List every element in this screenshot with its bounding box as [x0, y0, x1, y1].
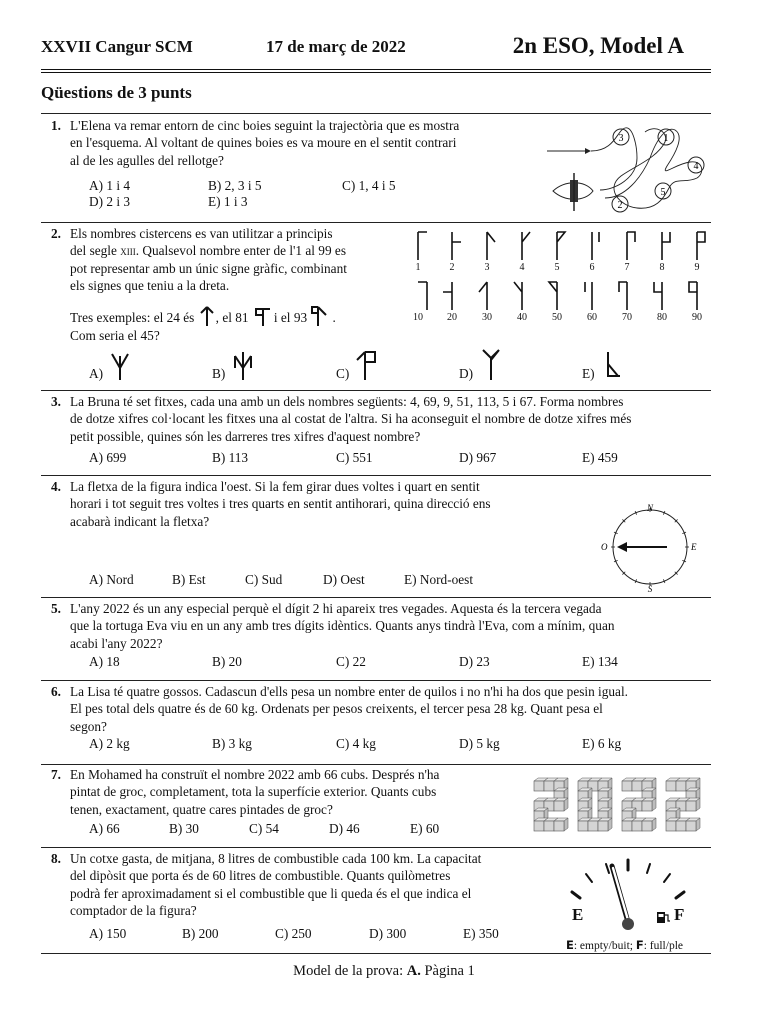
question-1 [51, 117, 540, 169]
tens-label: 40 [517, 312, 527, 323]
question-text: segon? [70, 718, 107, 734]
option-a[interactable]: A) Nord [89, 572, 134, 587]
question-text: petit possible, quines són les darreres tres xifres d'aquest nombre? [70, 428, 421, 444]
divider [41, 764, 711, 765]
question-6 [51, 683, 715, 735]
divider [41, 222, 711, 223]
text-run: . Qualsevol nombre enter de l'1 al 99 es [135, 243, 347, 259]
compass-e-label: E [691, 542, 697, 552]
option-b[interactable]: B) 113 [212, 450, 249, 465]
option-c[interactable]: C) 54 [249, 821, 279, 836]
unit-label: 2 [449, 262, 455, 273]
text-run: i el 93 [273, 310, 308, 325]
page-footer [0, 963, 768, 980]
text-run: . [332, 310, 336, 325]
option-e[interactable]: E) 60 [410, 821, 440, 836]
buoy-label: 1 [663, 133, 669, 144]
question-prompt: Com seria el 45? [70, 328, 160, 343]
text-run: , el 81 [215, 310, 249, 325]
rowboat-icon [553, 173, 593, 211]
option-c[interactable]: C) [336, 366, 350, 381]
question-text: La Lisa té quatre gossos. Cadascun d'ells pesa un nombre enter de quilos i no n'hi ha dos que pesin igual. [70, 684, 628, 699]
option-c-glyph [353, 348, 381, 382]
option-d[interactable]: D) 2 i 3 [89, 194, 130, 209]
option-d[interactable]: D) 46 [329, 821, 360, 836]
question-8 [51, 850, 545, 920]
question-number: 3. [51, 394, 61, 409]
question-5 [51, 600, 715, 652]
tens-label: 50 [552, 312, 562, 323]
gauge-caption [566, 938, 683, 952]
cistercian-81-icon [252, 305, 274, 327]
caption-e-text: : empty/buit; [573, 940, 636, 952]
question-text: comptador de la figura? [70, 903, 197, 919]
question-number: 7. [51, 767, 61, 782]
option-c[interactable]: C) 22 [336, 654, 366, 669]
cistercian-24-icon [198, 305, 216, 327]
option-a-glyph [106, 348, 134, 382]
option-e[interactable]: E) 134 [582, 654, 618, 669]
option-b-glyph [229, 348, 257, 382]
question-text: que la tortuga Eva viu en un any amb tres dígits idèntics. Quants anys tindrà l'Eva, com a mínim, quan [70, 618, 615, 634]
question-text: podrà fer aproximadament si el combustible que li queda és el que indica el [70, 885, 472, 901]
divider [41, 847, 711, 848]
tens-label: 30 [482, 312, 492, 323]
question-number: 2. [51, 226, 61, 241]
tens-label: 10 [413, 312, 423, 323]
question-text: La fletxa de la figura indica l'oest. Si la fem girar dues voltes i quart en sentit [70, 479, 480, 494]
question-text: La Bruna té set fitxes, cada una amb un dels nombres següents: 4, 69, 9, 51, 113, 5 i 67. Forma nombres [70, 394, 624, 409]
option-e[interactable]: E) 6 kg [582, 736, 622, 751]
divider [41, 475, 711, 476]
buoy-label: 3 [618, 133, 624, 144]
contest-date: 17 de març de 2022 [266, 37, 406, 56]
century-numeral: xiii [120, 243, 136, 259]
cubes-2022-figure [530, 771, 715, 839]
question-number: 4. [51, 479, 61, 494]
text-run: del segle [70, 243, 117, 259]
option-e[interactable]: E) [582, 366, 595, 381]
question-7 [51, 766, 530, 818]
option-a[interactable]: A) [89, 366, 104, 381]
buoy-path-figure [545, 118, 715, 220]
option-e-glyph [600, 348, 628, 382]
question-text: pintat de groc, completament, tota la superfície exterior. Quants cubs [70, 784, 437, 800]
question-text: en l'esquema. Al voltant de quines boies es va moure en el sentit contrari [70, 135, 457, 151]
question-text: tenen, exactament, quatre cares pintades de groc? [70, 801, 333, 817]
question-text: acabarà indicant la fletxa? [70, 513, 210, 529]
cistercian-reference-table [405, 228, 715, 323]
question-number: 8. [51, 851, 61, 866]
question-text: de dotze xifres col·locant les fitxes una al costat de l'altra. Si ha aconseguit el nombre de dotze xifres més [70, 411, 632, 427]
question-text: L'Elena va remar entorn de cinc boies seguint la trajectòria que es mostra [70, 118, 460, 133]
option-b[interactable]: B) 200 [182, 926, 219, 941]
tens-label: 20 [447, 312, 457, 323]
compass-figure [595, 500, 705, 595]
question-4 [51, 478, 570, 530]
cistercian-93-icon [310, 305, 332, 327]
unit-label: 4 [519, 262, 525, 273]
tens-label: 70 [622, 312, 632, 323]
divider [41, 113, 711, 114]
unit-label: 5 [554, 262, 560, 273]
unit-label: 8 [659, 262, 665, 273]
unit-label: 7 [624, 262, 630, 273]
compass-s-label: S [647, 584, 653, 594]
question-text: horari i tot seguit tres voltes i tres quarts en sentit antihorari, quina direcció ens [70, 496, 491, 512]
divider [41, 390, 711, 391]
question-3 [51, 393, 715, 445]
option-d[interactable]: D) 967 [459, 450, 497, 465]
question-text: els signes que teniu a la dreta. [70, 278, 230, 294]
question-text: El pes total dels quatre és de 60 kg. Ordenats per pesos creixents, el tercer pesa 28 kg. Quant pesa el [70, 701, 603, 717]
question-text: En Mohamed ha construït el nombre 2022 amb 66 cubs. Després n'ha [70, 767, 440, 782]
option-b[interactable]: B) [212, 366, 226, 381]
option-b[interactable]: B) 20 [212, 654, 242, 669]
option-c[interactable]: C) 4 kg [336, 736, 376, 751]
option-e[interactable]: E) 459 [582, 450, 618, 465]
option-a[interactable]: A) 2 kg [89, 736, 130, 751]
option-e[interactable]: E) Nord-oest [404, 572, 474, 587]
question-text: del dipòsit que porta és de 60 litres de combustible. Quants quilòmetres [70, 868, 451, 884]
buoy-label: 2 [617, 200, 623, 211]
header-rule [41, 69, 711, 70]
option-c[interactable]: C) 1, 4 i 5 [342, 178, 396, 193]
question-number: 6. [51, 684, 61, 699]
question-text: Un cotxe gasta, de mitjana, 8 litres de combustible cada 100 km. La capacitat [70, 851, 482, 866]
option-b[interactable]: B) 3 kg [212, 736, 252, 751]
tens-label: 80 [657, 312, 667, 323]
option-a[interactable]: A) 699 [89, 450, 127, 465]
question-text: L'any 2022 és un any especial perquè el dígit 2 hi apareix tres vegades. Aquesta és la tercera vegada [70, 601, 602, 616]
divider [41, 680, 711, 681]
footer-prefix: Model de la prova: [293, 963, 407, 979]
section-title: Qüestions de 3 punts [41, 83, 192, 102]
buoy-label: 5 [660, 187, 666, 198]
option-d[interactable]: D) Oest [323, 572, 365, 587]
examples-line [70, 305, 410, 327]
option-b[interactable]: B) 30 [169, 821, 199, 836]
question-text: pot representar amb un únic signe gràfic, combinant [70, 260, 347, 276]
tens-label: 90 [692, 312, 702, 323]
question-number: 5. [51, 601, 61, 616]
option-b[interactable]: B) 2, 3 i 5 [208, 178, 262, 193]
contest-level: 2n ESO, Model A [512, 33, 684, 58]
question-number: 1. [51, 118, 61, 133]
divider [41, 953, 711, 954]
divider [41, 597, 711, 598]
option-e[interactable]: E) 350 [463, 926, 499, 941]
option-d[interactable]: D) 5 kg [459, 736, 500, 751]
option-d-glyph [477, 348, 505, 382]
question-text [70, 242, 400, 259]
page-header [41, 33, 684, 65]
compass-n-label: N [646, 503, 654, 513]
gauge-full-label: F [674, 905, 685, 924]
question-text: Els nombres cistercens es van utilitzar a principis [70, 226, 333, 241]
text-run: Tres exemples: el 24 és [70, 310, 195, 325]
question-text: acabi l'any 2022? [70, 635, 163, 651]
compass-o-label: O [601, 542, 608, 552]
option-a[interactable]: A) 1 i 4 [89, 178, 130, 193]
option-c[interactable]: C) 551 [336, 450, 373, 465]
option-d[interactable]: D) [459, 366, 474, 381]
option-e[interactable]: E) 1 i 3 [208, 194, 248, 209]
option-c[interactable]: C) Sud [245, 572, 283, 587]
option-a[interactable]: A) 66 [89, 821, 120, 836]
tens-label: 60 [587, 312, 597, 323]
footer-page: Pàgina 1 [420, 963, 475, 979]
gauge-empty-label: E [572, 905, 584, 924]
unit-label: 6 [589, 262, 595, 273]
unit-label: 3 [484, 262, 490, 273]
unit-label: 9 [694, 262, 700, 273]
option-a[interactable]: A) 150 [89, 926, 127, 941]
question-text: al de les agulles del rellotge? [70, 152, 224, 168]
option-b[interactable]: B) Est [172, 572, 206, 587]
footer-model: A. [406, 963, 421, 979]
option-c[interactable]: C) 250 [275, 926, 312, 941]
caption-f-text: : full/ple [643, 940, 683, 952]
unit-label: 1 [415, 262, 421, 273]
contest-name: XXVII Cangur SCM [41, 37, 193, 56]
fuel-gauge-figure [560, 856, 710, 942]
caption-f-letter: F [635, 938, 644, 952]
buoy-label: 4 [693, 161, 699, 172]
caption-e-letter: E [566, 938, 574, 952]
option-d[interactable]: D) 23 [459, 654, 490, 669]
option-d[interactable]: D) 300 [369, 926, 407, 941]
header-rule-2 [41, 72, 711, 73]
fuel-pump-icon [657, 912, 670, 923]
option-a[interactable]: A) 18 [89, 654, 120, 669]
question-2 [51, 225, 400, 295]
